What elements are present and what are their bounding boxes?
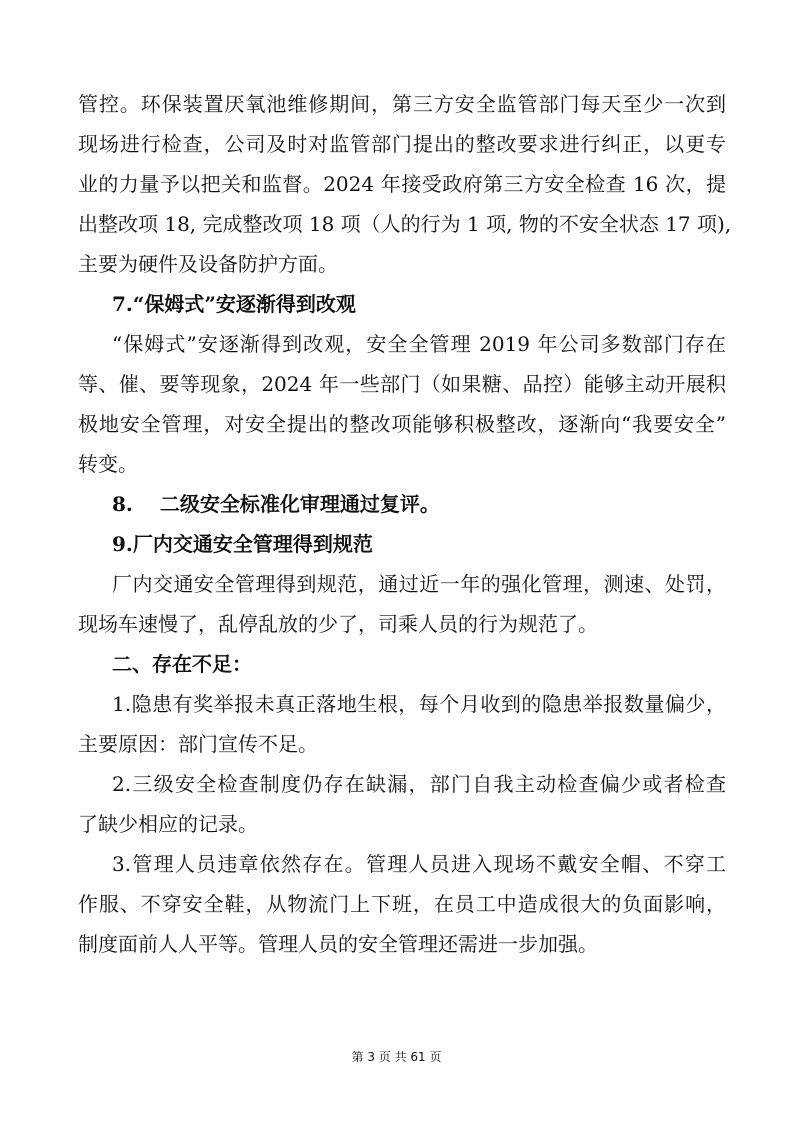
paragraph-continuation bbox=[78, 84, 732, 284]
heading-item-9: 9.厂内交通安全管理得到规范 bbox=[112, 532, 373, 556]
issue-item-3 bbox=[78, 844, 726, 964]
document-page bbox=[78, 84, 732, 964]
page-number-footer: 第 3 页 共 61 页 bbox=[351, 1050, 442, 1064]
text-line: 极地安全管理，对安全提出的整改项能够积极整改，逐渐向“我要安全” bbox=[78, 412, 726, 436]
text-line: 制度面前人人平等。管理人员的安全管理还需进一步加强。 bbox=[78, 932, 598, 956]
text-line: 2.三级安全检查制度仍存在缺漏，部门自我主动检查偏少或者检查 bbox=[112, 772, 726, 796]
text-line: 了缺少相应的记录。 bbox=[78, 812, 258, 836]
heading-item-8: 8. 二级安全标准化审理通过复评。 bbox=[112, 492, 440, 516]
text-line: 1.隐患有奖举报未真正落地生根，每个月收到的隐患举报数量偏少， bbox=[112, 692, 726, 716]
paragraph-item-9 bbox=[78, 564, 726, 644]
section-heading-deficiencies: 二、存在不足： bbox=[112, 652, 252, 676]
issue-item-1 bbox=[78, 684, 726, 764]
heading-item-7: 7.“保姆式”安逐渐得到改观 bbox=[112, 292, 356, 316]
text-line: “保姆式”安逐渐得到改观，安全全管理 2019 年公司多数部门存在 bbox=[112, 332, 726, 356]
text-line: 主要为硬件及设备防护方面。 bbox=[78, 252, 338, 276]
text-line: 主要原因：部门宣传不足。 bbox=[78, 732, 318, 756]
text-line: 现场进行检查，公司及时对监管部门提出的整改要求进行纠正，以更专 bbox=[78, 132, 726, 156]
text-line: 作服、不穿安全鞋，从物流门上下班，在员工中造成很大的负面影响， bbox=[78, 892, 726, 916]
text-line: 业的力量予以把关和监督。2024 年接受政府第三方安全检查 16 次，提 bbox=[78, 172, 726, 196]
text-line: 现场车速慢了，乱停乱放的少了，司乘人员的行为规范了。 bbox=[78, 612, 598, 636]
issue-item-2 bbox=[78, 764, 726, 844]
text-line: 厂内交通安全管理得到规范，通过近一年的强化管理，测速、处罚， bbox=[112, 572, 726, 596]
text-line: 管控。环保装置厌氧池维修期间，第三方安全监管部门每天至少一次到 bbox=[78, 92, 726, 116]
text-line: 转变。 bbox=[78, 452, 138, 476]
text-line: 出整改项 18, 完成整改项 18 项（人的行为 1 项, 物的不安全状态 17 项), bbox=[78, 212, 732, 236]
text-line: 3.管理人员违章依然存在。管理人员进入现场不戴安全帽、不穿工 bbox=[112, 852, 726, 876]
paragraph-item-7 bbox=[78, 324, 726, 484]
text-line: 等、催、要等现象，2024 年一些部门（如果糖、品控）能够主动开展积 bbox=[78, 372, 726, 396]
